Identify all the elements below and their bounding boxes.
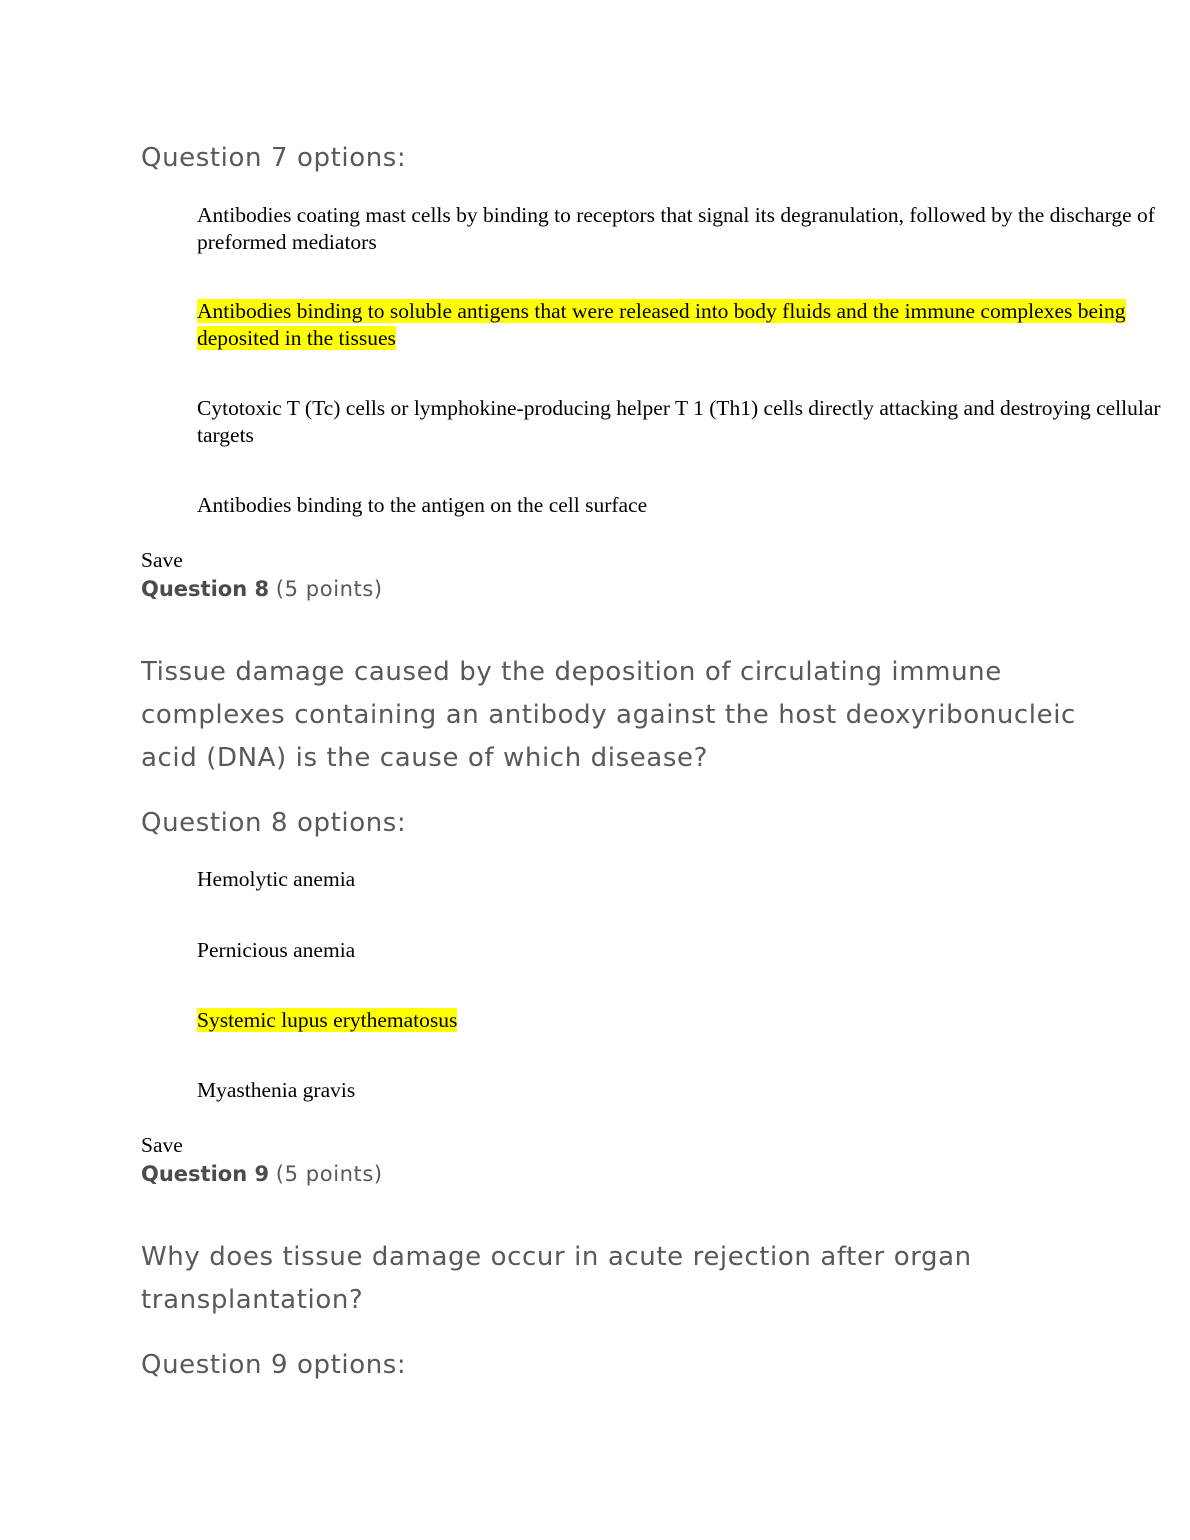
q7-option-2-text: Antibodies binding to soluble antigens that were released into body fluids and the immune complexes being deposited in the tissues — [197, 299, 1126, 350]
q7-option-4[interactable] — [197, 492, 1177, 519]
q8-title: Question 8 — [141, 577, 270, 601]
q9-points: (5 points) — [275, 1162, 383, 1186]
q8-option-2[interactable] — [197, 937, 1177, 964]
q8-option-3-selected[interactable] — [197, 1007, 1177, 1034]
q9-title: Question 9 — [141, 1162, 270, 1186]
q9-prompt: Why does tissue damage occur in acute rejection after organ transplantation? — [141, 1242, 972, 1315]
q7-option-3-text: Cytotoxic T (Tc) cells or lymphokine-producing helper T 1 (Th1) cells directly attacking and destroying cellular targets — [197, 396, 1161, 447]
q7-options-heading: Question 7 options: — [141, 143, 407, 173]
q7-option-3[interactable] — [197, 395, 1177, 449]
q7-option-1[interactable] — [197, 202, 1177, 256]
q8-save-button[interactable]: Save — [141, 1133, 183, 1157]
q8-points: (5 points) — [275, 577, 383, 601]
q8-prompt: Tissue damage caused by the deposition of circulating immune complexes containing an antibody against the host deoxyribonucleic acid (DNA) is the cause of which disease? — [141, 657, 1076, 773]
q9-options-heading: Question 9 options: — [141, 1350, 407, 1380]
q7-save-button[interactable]: Save — [141, 548, 183, 572]
q8-options-heading: Question 8 options: — [141, 808, 407, 838]
q9-header — [141, 1160, 383, 1188]
q8-option-2-text: Pernicious anemia — [197, 938, 356, 962]
q8-option-4-text: Myasthenia gravis — [197, 1078, 356, 1102]
q8-option-1[interactable] — [197, 866, 1177, 893]
q7-option-4-text: Antibodies binding to the antigen on the cell surface — [197, 493, 648, 517]
q8-option-3-text: Systemic lupus erythematosus — [197, 1008, 458, 1032]
q7-option-2-selected[interactable] — [197, 298, 1177, 352]
q8-header — [141, 575, 383, 603]
q7-option-1-text: Antibodies coating mast cells by binding to receptors that signal its degranulation, followed by the discharge of preformed mediators — [197, 203, 1155, 254]
q8-option-1-text: Hemolytic anemia — [197, 867, 356, 891]
q8-option-4[interactable] — [197, 1077, 1177, 1104]
